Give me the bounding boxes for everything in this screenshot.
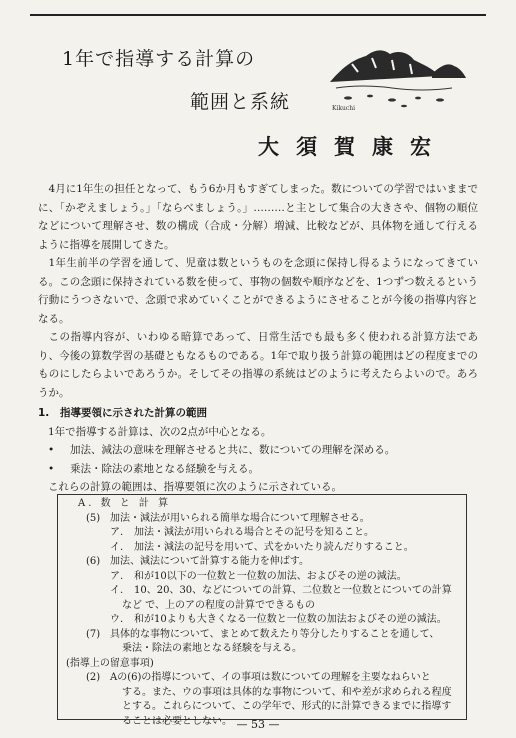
box-line [66,526,458,541]
box-line [66,657,458,672]
box-line [66,628,458,643]
box-item-number: (5) [86,512,101,524]
paragraph: この指導内容が、いわゆる暗算であって、日常生活でも最も多く使われる計算方法であり、今後の算数学習の基礎ともなるものである。1年で取り扱う計算の範囲はどの程度までのものにしたらよいであろうか。そしてその指導の系統はどのように考えたらよいので。あろうか。 [38,331,478,399]
bullet-item: • 加法、減法の意味を理解させると共に、数についての理解を深める。 [38,441,478,460]
mountain-lake-illustration [322,38,472,118]
box-line [66,642,458,657]
section-outro: これらの計算の範囲は、指導要領に次のように示されている。 [48,481,342,493]
top-rule [30,14,486,16]
box-item-text: とする。これらについて、この学年で、形式的に計算できるまでに指導す [122,701,452,712]
author-name: 大須賀康宏 [258,134,448,159]
box-item-text: 10、20、30、などについての計算、二位数と一位数とについての計算 [134,585,452,596]
section-intro: 1年で指導する計算は、次の2点が中心となる。 [48,425,272,438]
paragraph: 4月に1年生の担任となって、もう6か月もすぎてしまった。数についての学習ではいままでに、「かぞえましょう。」「ならべましょう。」………と主として集合の大きさや、個物の順位などについて理解させ、数の構成（合成・分解）増減、比較などが、具体物を通して行えるように指導を展開してきた。 [38,183,478,251]
box-item-number: ウ. [110,614,124,625]
box-item-number: ア. [110,570,124,582]
box-line [66,584,458,599]
box-line [66,599,458,614]
illustration-signature: Kikuchi [332,105,356,112]
box-item-text: Aの(6)の指導について、イの事項は数についての理解を主要なねらいと [110,672,431,683]
box-line [66,700,458,715]
box-item-text: 具体的な事物について、まとめて数えたり等分したりすることを通して、 [110,628,440,640]
section-title: 指導要領に示された計算の範囲 [60,407,207,419]
box-line [66,541,458,556]
box-item-number: ア. [110,527,124,538]
box-line [66,686,458,701]
box-line [66,512,458,527]
box-item-text: 加法・減法の記号を用いて、式をかいたり読んだりすること。 [134,541,414,553]
section-heading [38,404,478,423]
bullet-dot-icon: • [48,462,55,475]
bullet-item: • 乗法・除法の素地となる経験を与える。 [38,460,478,479]
box-item-number: (6) [86,556,101,567]
bullet-dot-icon: • [48,444,55,456]
page-number: — 53 — [236,718,280,731]
box-item-number: (2) [86,672,101,683]
box-item-text: ることは必要としない。 [122,715,232,727]
paragraph: 1年生前半の学習を通して、児童は数というものを念頭に保持し得るようになってきている。この念頭に保持されている数を使って、事物の個数や順序などを、1つずつ数えるという行動にうつさないで、念頭で求めていくことができるようにさせることが今後の指導内容となる。 [38,257,478,325]
box-item-text: 乗法・除法の素地となる経験を与える。 [122,643,302,654]
box-item-text: 加法・減法が用いられる場合とその記号を知ること。 [134,527,374,538]
box-item-text: など で、上のアの程度の計算でできるもの [122,599,315,611]
box-line [66,555,458,570]
box-line [66,570,458,585]
box-item-text: 加法、減法について計算する能力を伸ばす。 [110,556,309,567]
article-title-line2: 範囲と系統 [190,91,291,113]
box-line [66,671,458,686]
article-title-line1: 1年で指導する計算の [62,48,256,70]
box-item-text: する。また、ウの事項は具体的な事物について、和や差が求められる程度 [122,686,452,698]
box-item-number: イ. [110,585,124,596]
box-item-text: 和が10よりも大きくなる一位数と一位数の加法およびその逆の減法。 [134,614,447,625]
section-number: 1. [38,407,50,419]
box-item-text: 加法・減法が用いられる簡単な場合について理解させる。 [110,512,370,524]
box-line [66,613,458,628]
box-item-number: イ. [110,541,124,553]
box-item-text: 和が10以下の一位数と一位数の加法、およびその逆の減法。 [134,570,407,582]
box-heading: A. 数 と 計 算 [78,498,172,509]
box-item-text: (指導上の留意事項) [66,657,154,669]
box-item-number: (7) [86,628,101,640]
article-body [38,180,478,497]
